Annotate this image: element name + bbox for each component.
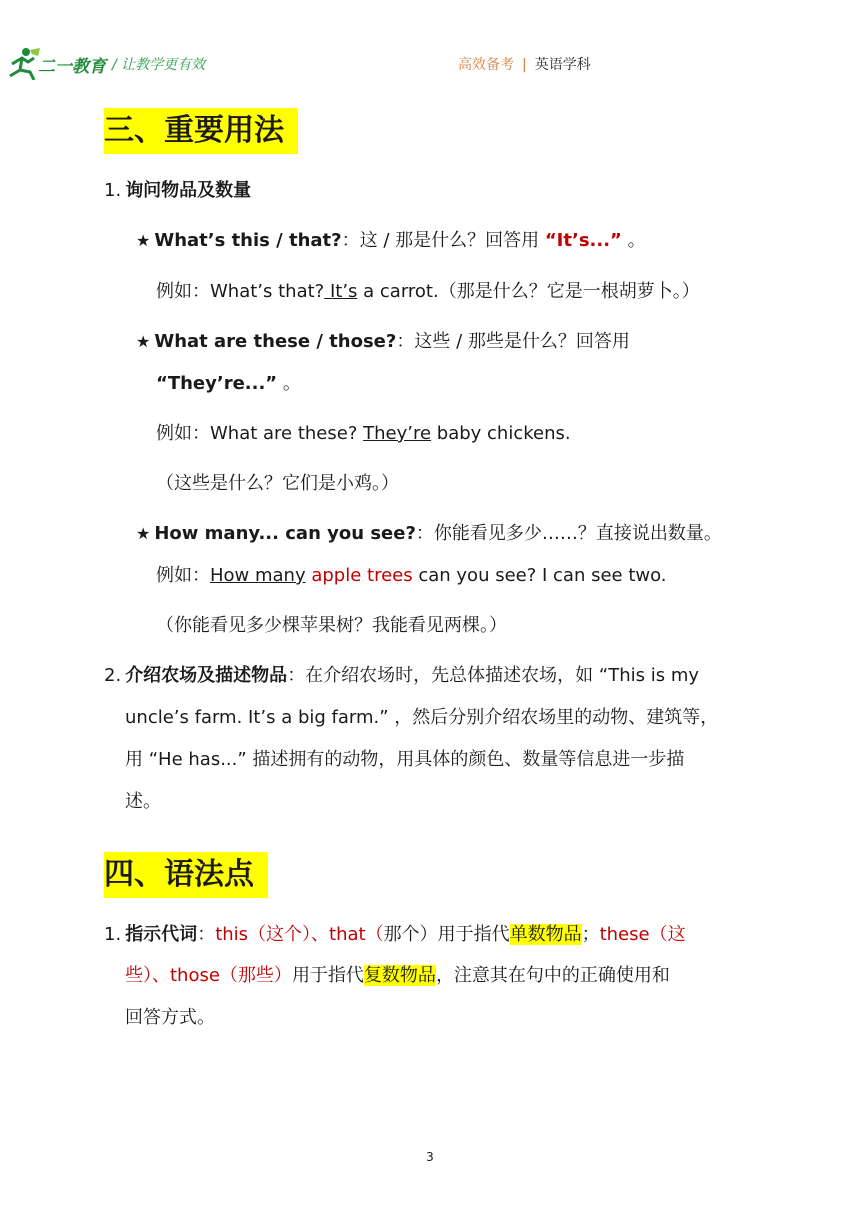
item-title: 指示代词: [125, 924, 198, 945]
brand-name: 二一教育: [38, 57, 106, 77]
item-text: 用于指代: [291, 965, 364, 986]
example-highlight: apple trees: [305, 565, 413, 586]
usage-how-many: [136, 521, 722, 547]
section-title-usage: 三、重要用法: [104, 108, 298, 154]
item-text-line: 用 “He has...” 描述拥有的动物，用具体的颜色、数量等信息进一步描: [125, 749, 685, 770]
item-introduce-farm: [104, 663, 699, 689]
brand-slogan: / 让教学更有效: [112, 57, 206, 73]
example-apple-trees: [156, 563, 667, 589]
example-prefix: 例如：What’s that?: [156, 281, 325, 302]
phrase: How many... can you see?: [154, 523, 416, 544]
example-underlined: How many: [210, 565, 306, 586]
item-text: 那个）用于指代: [383, 924, 510, 945]
star-icon: ★: [136, 524, 151, 543]
phrase-desc: ：这些 / 那些是什么？回答用: [396, 331, 630, 352]
example-carrot: [156, 279, 700, 305]
item-text-line: 回答方式。: [125, 1007, 215, 1028]
example-chickens: [156, 421, 571, 447]
example-prefix: 例如：What are these?: [156, 423, 364, 444]
header-right: [458, 54, 591, 74]
star-icon: ★: [136, 332, 151, 351]
header-separator: |: [522, 57, 527, 73]
item-number: 1.: [104, 924, 122, 945]
item-title: 询问物品及数量: [125, 180, 252, 201]
page-number: 3: [426, 1150, 434, 1164]
phrase: What’s this / that?: [154, 230, 342, 251]
item-title: 介绍农场及描述物品: [125, 665, 288, 686]
example-rest: can you see? I can see two.: [412, 565, 667, 586]
example-apple-trees-translation: （你能看见多少棵苹果树？我能看见两棵。）: [156, 615, 507, 636]
page-header: [0, 44, 860, 84]
example-chickens-translation: （这些是什么？它们是小鸡。）: [156, 473, 399, 494]
answer-pattern: “It’s...”: [544, 230, 622, 251]
section-title-grammar: 四、语法点: [104, 852, 268, 898]
usage-what-are-these-answer: [156, 371, 301, 397]
colon: ：: [197, 924, 216, 945]
these-text: these（这: [599, 924, 686, 945]
end-mark: 。: [621, 230, 646, 251]
item-number: 1.: [104, 180, 122, 201]
item-text: ，注意其在句中的正确使用和: [435, 965, 670, 986]
item-ask-objects: [104, 178, 251, 204]
example-rest: baby chickens.: [431, 423, 571, 444]
running-person-logo-icon: [4, 46, 42, 80]
phrase-desc: ：你能看见多少……？直接说出数量。: [415, 523, 722, 544]
semicolon: ；: [581, 924, 600, 945]
usage-what-are-these: [136, 329, 630, 355]
item-text-line: 述。: [125, 791, 161, 812]
end-mark: 。: [277, 373, 301, 394]
phrase: What are these / those?: [154, 331, 397, 352]
example-underlined: It’s: [324, 281, 358, 302]
example-rest: a carrot.（那是什么？它是一根胡萝卜。）: [357, 281, 700, 302]
plural-highlight: 复数物品: [363, 965, 436, 986]
singular-highlight: 单数物品: [509, 924, 582, 945]
star-icon: ★: [136, 231, 151, 250]
item-demonstratives-line2: [125, 963, 670, 989]
header-exam-label: 高效备考: [458, 57, 514, 73]
those-text: 些）、those（那些）: [125, 965, 292, 986]
usage-whats-this: [136, 228, 646, 254]
item-demonstratives: [104, 922, 686, 948]
example-underlined: They’re: [363, 423, 432, 444]
item-text-line: uncle’s farm. It’s a big farm.” ，然后分别介绍农场里的动物、建筑等，: [125, 707, 719, 728]
item-text: ：在介绍农场时，先总体描述农场，如 “This is my: [287, 665, 700, 686]
item-number: 2.: [104, 665, 122, 686]
header-subject: 英语学科: [534, 57, 591, 73]
phrase-desc: ：这 / 那是什么？回答用: [341, 230, 545, 251]
example-prefix: 例如：: [156, 565, 210, 586]
answer-pattern: “They’re...”: [156, 373, 278, 394]
this-that-text: this（这个）、that（: [215, 924, 384, 945]
